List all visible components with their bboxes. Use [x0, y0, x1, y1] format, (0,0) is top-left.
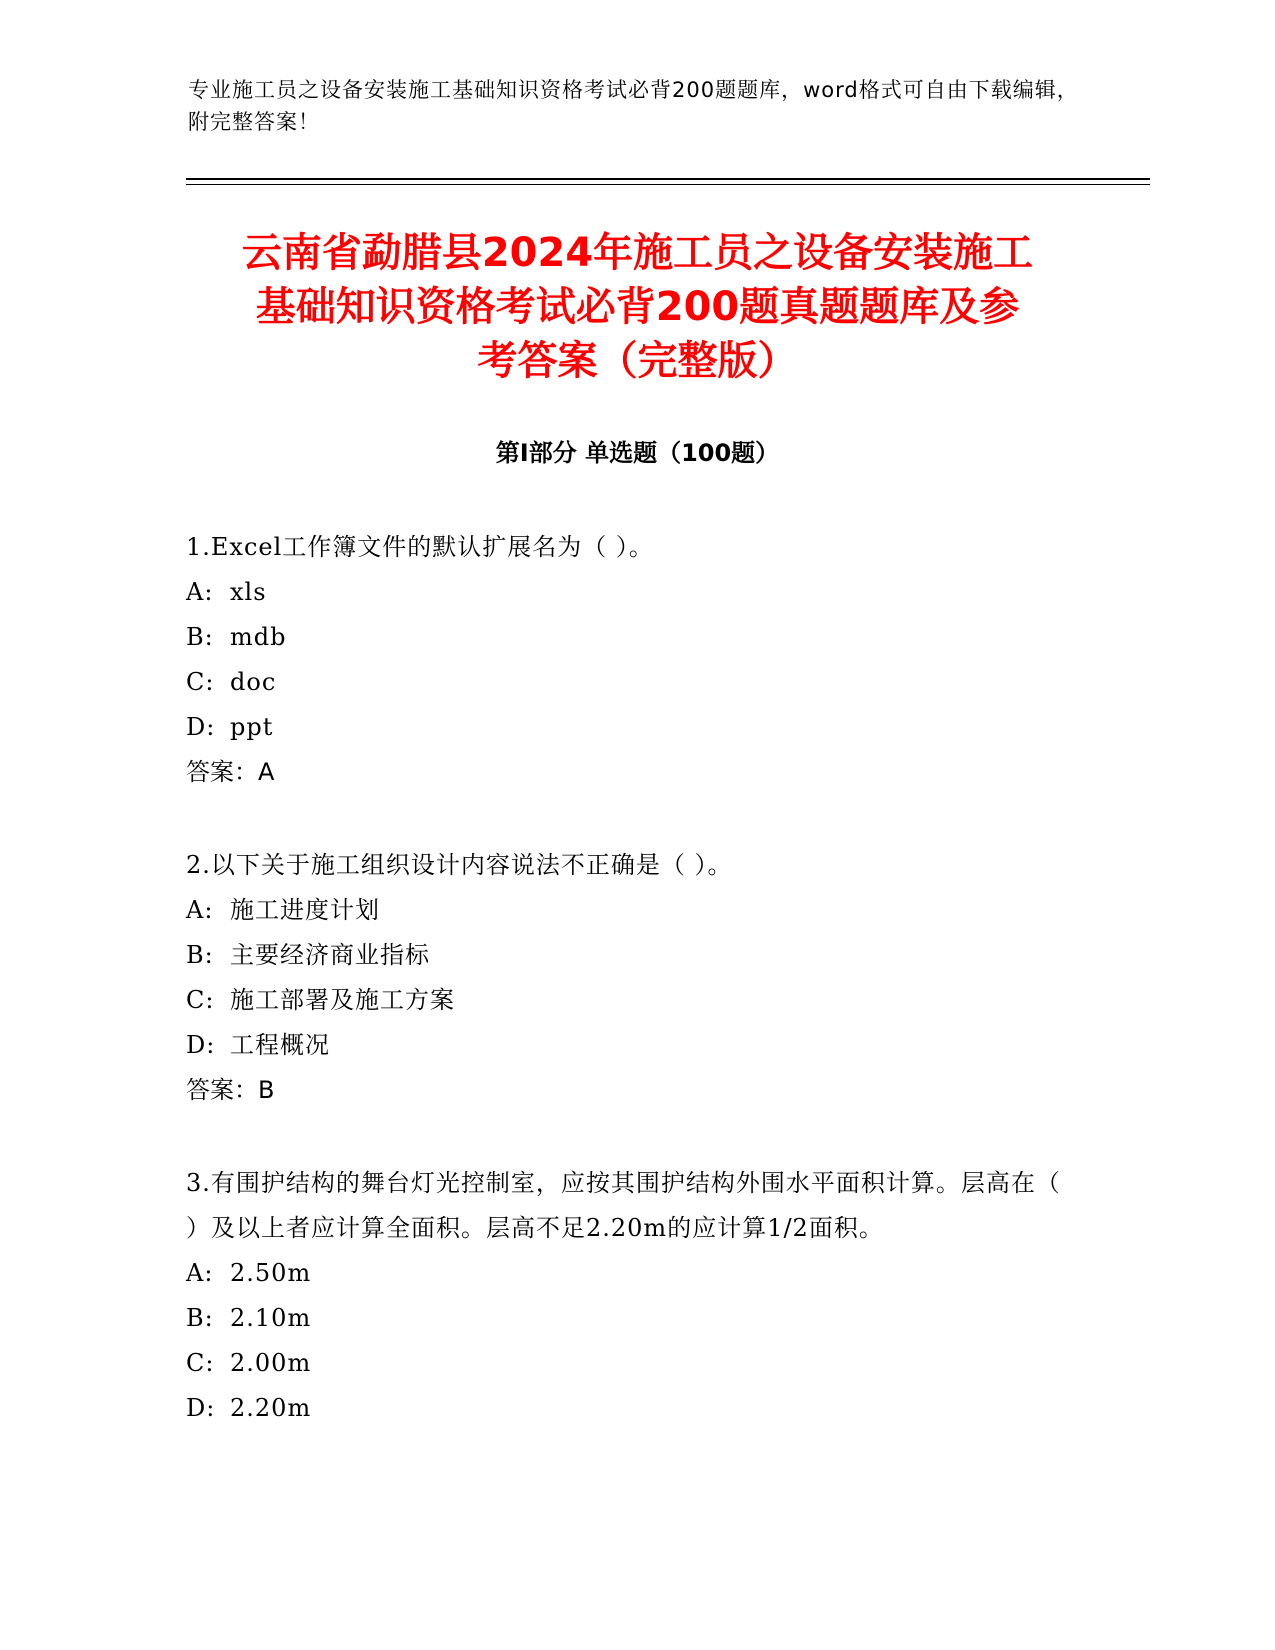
question-list	[186, 525, 1066, 1479]
title-line-2: 基础知识资格考试必背200题真题题库及参	[255, 284, 1020, 330]
option-text: 2.50m	[230, 1259, 312, 1287]
title-line-1: 云南省勐腊县2024年施工员之设备安装施工	[241, 230, 1034, 276]
question-3	[186, 1161, 1066, 1431]
option-key: D:	[186, 1031, 216, 1059]
option-text: mdb	[230, 623, 287, 651]
option-key: C:	[186, 986, 215, 1014]
option-key: B:	[186, 623, 214, 651]
header-rule-thick	[186, 178, 1150, 180]
option-text: 2.00m	[230, 1349, 312, 1377]
question-stem: 3.有围护结构的舞台灯光控制室，应按其围护结构外围水平面积计算。层高在（ ）及以上者应计算全面积。层高不足2.20m的应计算1/2面积。	[186, 1169, 1061, 1242]
question-stem: 2.以下关于施工组织设计内容说法不正确是（ ）。	[186, 851, 733, 879]
question-stem: 1.Excel工作簿文件的默认扩展名为（ ）。	[186, 533, 654, 561]
option-b	[186, 615, 1066, 660]
option-b	[186, 933, 1066, 978]
option-key: A:	[186, 1259, 214, 1287]
question-1	[186, 525, 1066, 795]
option-text: 2.20m	[230, 1394, 312, 1422]
answer: 答案：B	[186, 1076, 275, 1104]
option-b	[186, 1296, 1066, 1341]
option-a	[186, 888, 1066, 933]
option-key: C:	[186, 1349, 215, 1377]
option-c	[186, 1341, 1066, 1386]
header-rule-thin	[186, 184, 1150, 185]
section-title: 第Ⅰ部分 单选题（100题）	[495, 439, 780, 467]
option-text: doc	[230, 668, 277, 696]
option-text: 2.10m	[230, 1304, 312, 1332]
option-key: D:	[186, 1394, 216, 1422]
option-text: 主要经济商业指标	[230, 941, 430, 969]
document-title	[160, 226, 1115, 388]
option-text: 施工部署及施工方案	[230, 986, 455, 1014]
option-d	[186, 705, 1066, 750]
question-2	[186, 843, 1066, 1113]
option-text: 施工进度计划	[230, 896, 380, 924]
option-c	[186, 660, 1066, 705]
header-note: 专业施工员之设备安装施工基础知识资格考试必背200题题库，word格式可自由下载编辑，附完整答案！	[188, 78, 1079, 134]
option-key: C:	[186, 668, 215, 696]
option-key: B:	[186, 1304, 214, 1332]
option-c	[186, 978, 1066, 1023]
option-text: ppt	[230, 713, 274, 741]
answer: 答案：A	[186, 758, 275, 786]
option-a	[186, 570, 1066, 615]
option-d	[186, 1386, 1066, 1431]
option-d	[186, 1023, 1066, 1068]
option-a	[186, 1251, 1066, 1296]
option-text: 工程概况	[230, 1031, 330, 1059]
option-text: xls	[230, 578, 267, 606]
option-key: B:	[186, 941, 214, 969]
title-line-3: 考答案（完整版）	[477, 338, 798, 384]
option-key: D:	[186, 713, 216, 741]
option-key: A:	[186, 896, 214, 924]
option-key: A:	[186, 578, 214, 606]
